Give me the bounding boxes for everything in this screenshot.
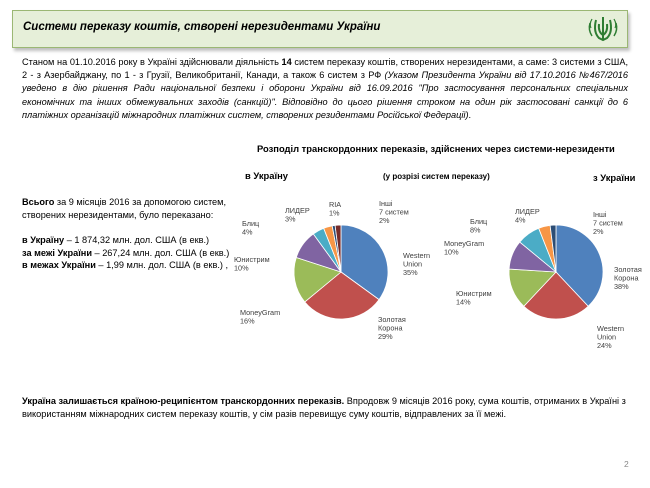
summary-outbound-value: – 267,24 млн. дол. США (в екв.) [91,247,230,258]
pie-label-inbound-7: Інші 7 систем 2% [379,199,409,225]
pie-label-outbound-2: Юнистрим 14% [456,289,492,307]
pie-label-outbound-6: Інші 7 систем 2% [593,210,623,236]
intro-text-end: . [468,109,472,120]
pie-label-inbound-5: ЛИДЕР 3% [285,206,310,224]
pie-label-outbound-4: Блиц 8% [470,217,488,235]
pie-label-inbound-6: RIA 1% [329,200,342,218]
intro-text-2: систем переказу коштів, створених нерезидентами, а саме: 3 системи з США, 2 - з Азербайджану, по 1 - з Грузії, Великобританії, Канади, а також 6 систем з РФ [22,57,628,81]
intro-count: 14 [281,57,292,67]
summary-outbound-label: за межі України [22,247,92,258]
pie-label-outbound-3: MoneyGram 10% [444,239,485,257]
chart-title-inbound: в Україну [245,170,288,181]
pie-label-inbound-4: Блиц 4% [242,219,260,237]
intro-decree-note: (Указом Президента України від 17.10.2016 №467/2016 уведено в дію рішення Ради національної безпеки і оборони України від 16.09.2016 "Про застосування персональних спеціальних економічних та інших обмежувальних заходів (санкцій)". Відповідно до цього рішення строком на один рік застосовані санкції до 6 платіжних організацій міжнародних платіжних систем, створених резидентами Російської Федерації) [22,70,628,120]
intro-text-1: Станом на 01.10.2016 року в Україні здійснювали діяльність [22,57,282,67]
pie-label-outbound-1: Western Union 24% [597,324,625,350]
breakdown-note: (у розрізі систем переказу) [383,172,490,181]
pie-label-inbound-2: MoneyGram 16% [240,308,281,326]
pie-label-inbound-0: Western Union 35% [403,251,431,277]
pie-label-inbound-1: Золотая Корона 29% [378,315,406,341]
page-number: 2 [624,459,629,469]
summary-inbound-value: – 1 874,32 млн. дол. США (в екв.) [64,235,210,245]
pie-label-inbound-3: Юнистрим 10% [234,255,270,273]
conclusion-text: Впродовж 9 місяців 2016 року, сума коштів, отриманих в Україні з використанням міжнародних систем переказу коштів, у сім разів перевищує суму коштів, відправлених за її межі. [22,396,626,419]
conclusion-paragraph [22,395,630,421]
chart-title-outbound: з України [593,172,636,183]
summary-domestic-label: в межах України [22,260,96,270]
summary-total-text: за 9 місяців 2016 за допомогою систем, створених нерезидентами, було переказано: [22,197,227,220]
summary-domestic-value: – 1,99 млн. дол. США (в екв.) , [95,260,229,270]
conclusion-lead: Україна залишається країною-реципієнтом транскордонних переказів. [22,396,345,406]
pie-label-outbound-0: Золотая Корона 38% [614,265,642,291]
distribution-title: Розподіл транскордонних переказів, здійснених через системи-нерезиденти [257,143,615,154]
slide-title: Системи переказу коштів, створені нерезидентами України [23,21,381,33]
pie-label-outbound-5: ЛИДЕР 4% [515,207,540,225]
summary-inbound-label: в Україну [22,235,65,245]
summary-total-label: Всього [22,197,55,207]
